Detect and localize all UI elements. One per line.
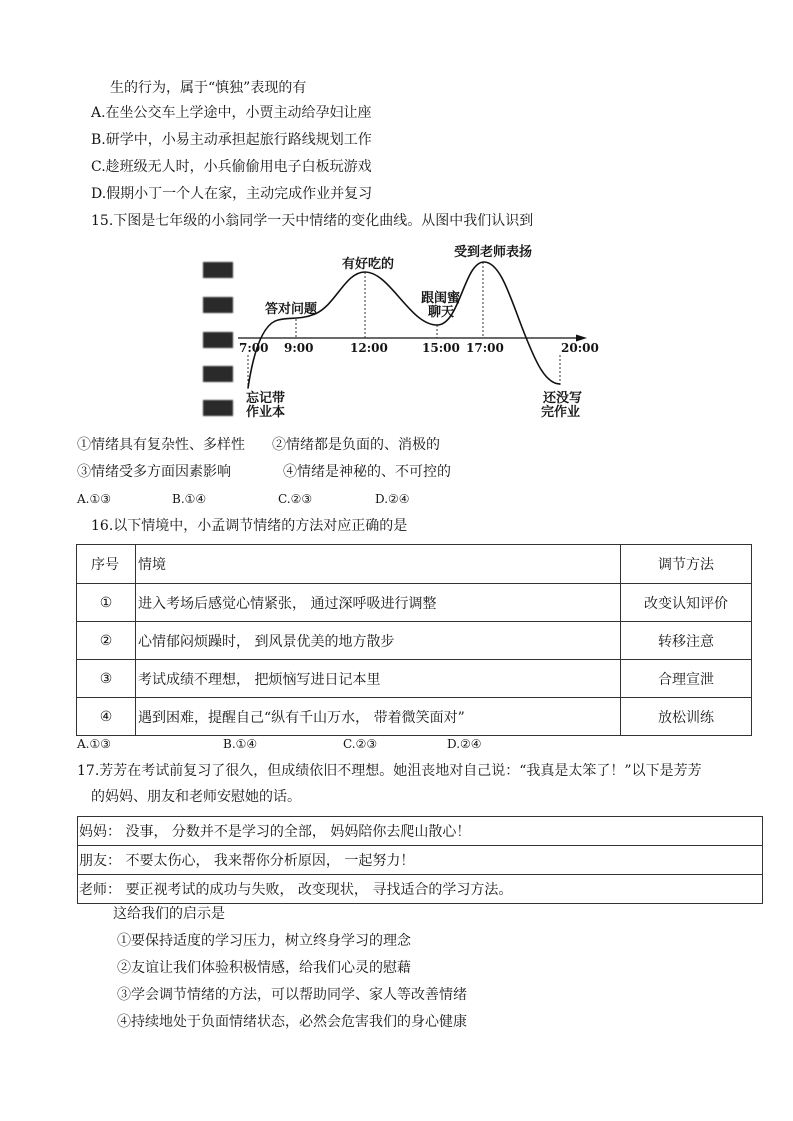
blurred-block <box>203 297 233 313</box>
comfort-text: 妈妈： 没事， 分数并不是学习的全部， 妈妈陪你去爬山散心！ <box>78 817 763 846</box>
comfort-text: 老师： 要正视考试的成功与失败， 改变现状， 寻找适合的学习方法。 <box>78 875 763 904</box>
row-situation: 遇到困难，提醒自己“纵有千山万水， 带着微笑面对” <box>136 698 621 736</box>
q14-stem-continuation: 生的行为，属于“慎独”表现的有 <box>110 80 307 96</box>
q15-statement-4: ④情绪是神秘的、不可控的 <box>283 464 451 480</box>
tick-label: 15:00 <box>422 341 460 355</box>
q17-comfort-box <box>77 816 763 904</box>
event-label-forgot-homework-2: 作业本 <box>246 405 286 420</box>
q16-choice-c: C.②③ <box>343 737 378 751</box>
comfort-row-teacher <box>78 875 763 904</box>
blurred-block <box>203 400 233 416</box>
q16-stem: 16.以下情境中，小孟调节情绪的方法对应正确的是 <box>91 518 408 534</box>
q14-option-b: B.研学中，小易主动承担起旅行路线规划工作 <box>91 132 372 148</box>
event-label-answered: 答对问题 <box>265 302 318 317</box>
row-situation: 进入考场后感觉心情紧张， 通过深呼吸进行调整 <box>136 584 621 622</box>
tick-label: 17:00 <box>466 341 504 355</box>
tick-label: 7:00 <box>239 341 269 355</box>
table-row <box>77 622 752 660</box>
q17-statement-2: ②友谊让我们体验积极情感，给我们心灵的慰藉 <box>117 960 411 976</box>
q16-situation-table <box>76 544 752 736</box>
q15-choice-c: C.②③ <box>278 492 313 506</box>
q15-choice-a: A.①③ <box>77 492 111 506</box>
blurred-block <box>203 332 233 348</box>
q14-option-a: A.在坐公交车上学途中，小贾主动给孕妇让座 <box>91 105 372 121</box>
q17-prompt: 这给我们的启示是 <box>113 906 225 922</box>
header-situation: 情境 <box>136 545 621 584</box>
comfort-text: 朋友： 不要太伤心， 我来帮你分析原因， 一起努力！ <box>78 846 763 875</box>
table-row <box>77 660 752 698</box>
q14-option-c: C.趁班级无人时，小兵偷偷用电子白板玩游戏 <box>91 159 372 175</box>
comfort-row-mom <box>78 817 763 846</box>
q15-statement-1: ①情绪具有复杂性、多样性 <box>77 437 245 453</box>
event-label-unfinished-2: 完作业 <box>541 405 581 420</box>
q16-choice-b: B.①④ <box>223 737 258 751</box>
table-row <box>77 584 752 622</box>
q15-statement-2: ②情绪都是负面的、消极的 <box>272 437 440 453</box>
q16-choice-a: A.①③ <box>77 737 111 751</box>
row-method: 合理宣泄 <box>621 660 752 698</box>
blurred-block <box>203 262 233 278</box>
event-label-chat-2: 聊天 <box>428 305 455 320</box>
blurred-block <box>203 366 233 382</box>
event-label-praised: 受到老师表扬 <box>454 245 533 260</box>
row-method: 改变认知评价 <box>621 584 752 622</box>
emotion-curve <box>248 262 560 388</box>
dashed-guides <box>248 262 560 390</box>
blurred-label-blocks <box>203 262 233 416</box>
row-number: ③ <box>77 660 136 698</box>
row-number: ④ <box>77 698 136 736</box>
row-situation: 考试成绩不理想， 把烦恼写进日记本里 <box>136 660 621 698</box>
q14-option-d: D.假期小丁一个人在家，主动完成作业并复习 <box>91 186 373 202</box>
q17-statement-4: ④持续地处于负面情绪状态，必然会危害我们的身心健康 <box>117 1014 467 1030</box>
table-header-row <box>77 545 752 584</box>
q17-stem-line2: 的妈妈、朋友和老师安慰她的话。 <box>91 789 301 805</box>
header-number: 序号 <box>77 545 136 584</box>
event-label-forgot-homework-1: 忘记带 <box>246 391 286 406</box>
q15-choice-b: B.①④ <box>172 492 207 506</box>
row-situation: 心情郁闷烦躁时， 到风景优美的地方散步 <box>136 622 621 660</box>
tick-label: 20:00 <box>561 341 599 355</box>
tick-label: 12:00 <box>350 341 388 355</box>
emotion-curve-figure <box>195 240 605 425</box>
tick-label: 9:00 <box>284 341 314 355</box>
event-label-chat-1: 跟闺蜜 <box>421 291 461 306</box>
q17-statement-3: ③学会调节情绪的方法，可以帮助同学、家人等改善情绪 <box>117 987 467 1003</box>
row-number: ② <box>77 622 136 660</box>
q17-stem-line1: 17.芳芳在考试前复习了很久，但成绩依旧不理想。她沮丧地对自己说：“我真是太笨了！”以下是芳芳 <box>77 763 702 779</box>
table-row <box>77 698 752 736</box>
event-label-snack: 有好吃的 <box>342 257 395 272</box>
q15-choice-d: D.②④ <box>375 492 410 506</box>
row-number: ① <box>77 584 136 622</box>
row-method: 转移注意 <box>621 622 752 660</box>
q17-statement-1: ①要保持适度的学习压力，树立终身学习的理念 <box>117 933 411 949</box>
header-method: 调节方法 <box>621 545 752 584</box>
q15-stem: 15.下图是七年级的小翁同学一天中情绪的变化曲线。从图中我们认识到 <box>91 213 534 229</box>
q15-statement-3: ③情绪受多方面因素影响 <box>77 464 231 480</box>
event-label-unfinished-1: 还没写 <box>543 391 583 406</box>
row-method: 放松训练 <box>621 698 752 736</box>
comfort-row-friend <box>78 846 763 875</box>
q16-choice-d: D.②④ <box>447 737 482 751</box>
